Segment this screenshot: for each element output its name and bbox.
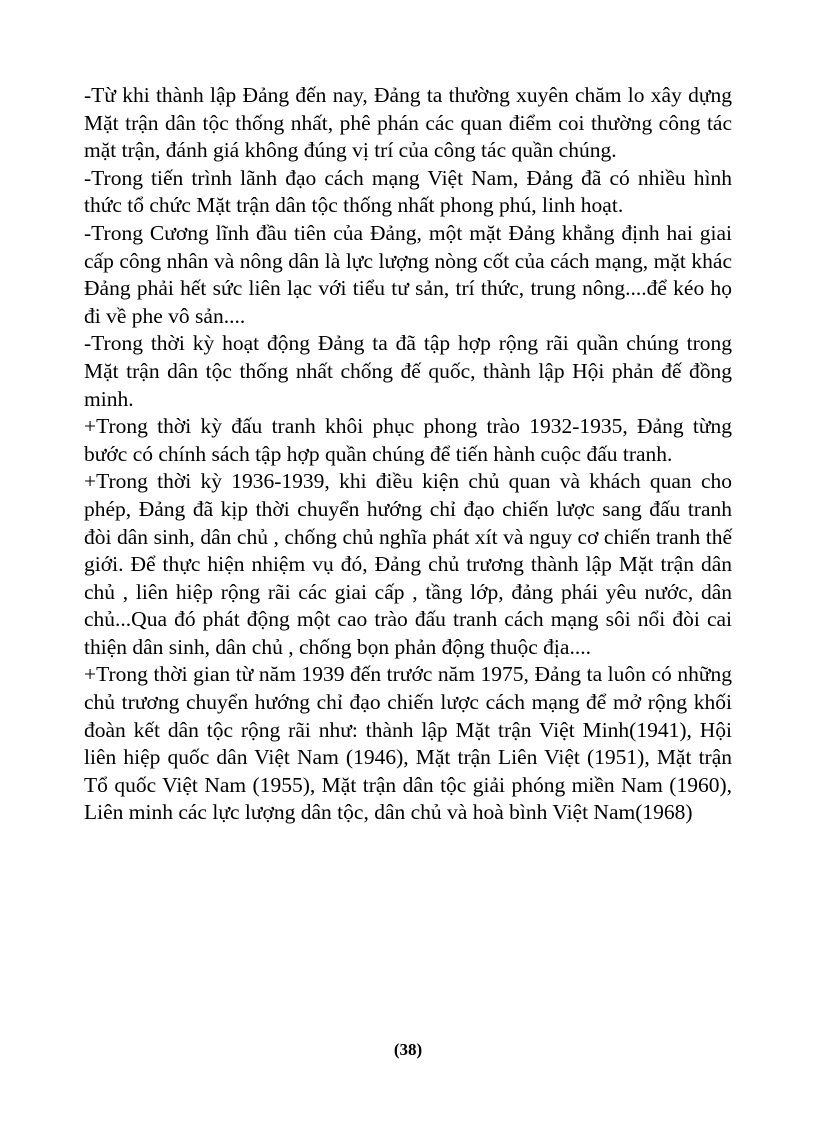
paragraph-party-front-building: -Từ khi thành lập Đảng đến nay, Đảng ta thường xuyên chăm lo xây dựng Mặt trận dân tộc thống nhất, phê phán các quan điểm coi thường công tác mặt trận, đánh giá không đúng vị trí của công tác quần chúng. <box>84 83 732 163</box>
document-body <box>84 82 732 827</box>
paragraph-first-platform: -Trong Cương lĩnh đầu tiên của Đảng, một mặt Đảng khẳng định hai giai cấp công nhân và nông dân là lực lượng nòng cốt của cách mạng, mặt khác Đảng phải hết sức liên lạc với tiểu tư sản, trí thức, trung nông....để kéo họ đi về phe vô sản.... <box>84 220 732 328</box>
paragraph-front-forms: -Trong tiến trình lãnh đạo cách mạng Việt Nam, Đảng đã có nhiều hình thức tổ chức Mặt trận dân tộc thống nhất phong phú, linh hoạt. <box>84 165 732 218</box>
paragraph-anti-imperialist-front: -Trong thời kỳ hoạt động Đảng ta đã tập hợp rộng rãi quần chúng trong Mặt trận dân tộc thống nhất chống đế quốc, thành lập Hội phản đế đồng minh. <box>84 331 732 411</box>
paragraph-1939-1975: +Trong thời gian từ năm 1939 đến trước năm 1975, Đảng ta luôn có những chủ trương chuyển hướng chỉ đạo chiến lược cách mạng để mở rộng khối đoàn kết dân tộc rộng rãi như: thành lập Mặt trận Việt Minh(1941), Hội liên hiệp quốc dân Việt Nam (1946), Mặt trận Liên Việt (1951), Mặt trận Tổ quốc Việt Nam (1955), Mặt trận dân tộc giải phóng miền Nam (1960), Liên minh các lực lượng dân tộc, dân chủ và hoà bình Việt Nam(1968) <box>84 662 732 825</box>
paragraph-1936-1939: +Trong thời kỳ 1936-1939, khi điều kiện chủ quan và khách quan cho phép, Đảng đã kịp thời chuyển hướng chỉ đạo chiến lược sang đấu tranh đòi dân sinh, dân chủ , chống chủ nghĩa phát xít và nguy cơ chiến tranh thế giới. Để thực hiện nhiệm vụ đó, Đảng chủ trương thành lập Mặt trận dân chủ , liên hiệp rộng rãi các giai cấp , tầng lớp, đảng phái yêu nước, dân chủ...Qua đó phát động một cao trào đấu tranh cách mạng sôi nổi đòi cai thiện dân sinh, dân chủ , chống bọn phản động thuộc địa.... <box>84 469 732 659</box>
page-number: (38) <box>393 1040 423 1059</box>
paragraph-1932-1935: +Trong thời kỳ đấu tranh khôi phục phong trào 1932-1935, Đảng từng bước có chính sách tập hợp quần chúng để tiến hành cuộc đấu tranh. <box>84 414 732 466</box>
